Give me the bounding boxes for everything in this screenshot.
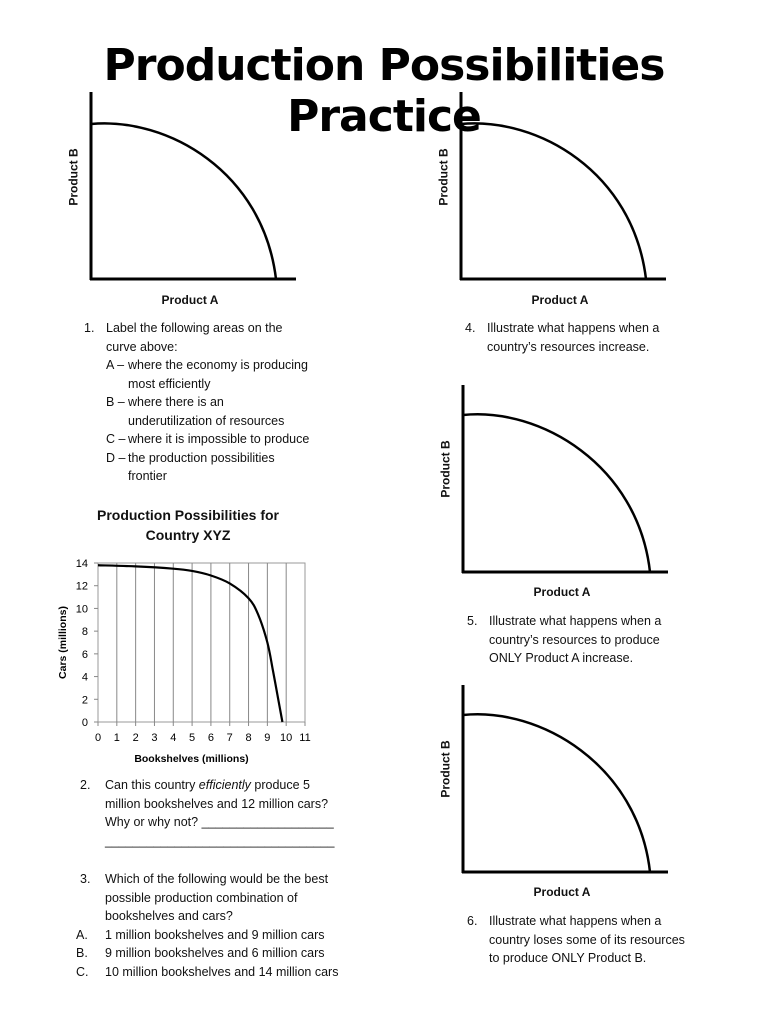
answer-blank[interactable]: _________________________________ <box>105 833 335 848</box>
question-number: 2. <box>80 778 91 792</box>
ppf-curve-graph <box>458 92 678 282</box>
question-text: ONLY Product A increase. <box>489 651 634 665</box>
question-text: possible production combination of <box>105 890 298 905</box>
option-c[interactable]: C. 10 million bookshelves and 14 million cars <box>76 964 339 979</box>
ppf-curve-graph <box>460 685 680 875</box>
question-number: 5. <box>467 614 478 628</box>
ppf-curve-graph <box>88 92 308 282</box>
x-tick-label: 3 <box>151 732 158 744</box>
option-b[interactable]: B. 9 million bookshelves and 6 million cars <box>76 946 325 960</box>
question-text: to produce ONLY Product B. <box>489 951 647 965</box>
question-text: Illustrate what happens when a <box>489 614 662 628</box>
x-tick-label: 11 <box>299 732 311 744</box>
y-tick-label: 14 <box>75 558 88 570</box>
y-tick-label: 6 <box>81 648 88 661</box>
page-title: Production Possibilities Practice <box>103 40 665 142</box>
question-text: Which of the following would be the best <box>105 872 329 886</box>
y-tick-label: 12 <box>75 580 88 593</box>
x-axis-label: Product A <box>533 885 591 899</box>
question-text: million bookshelves and 12 million cars? <box>105 796 329 811</box>
question-text: Illustrate what happens when a <box>489 914 662 928</box>
x-tick-label: 10 <box>280 732 293 744</box>
question-text: country’s resources increase. <box>487 339 650 354</box>
question-text: Label the following areas on the <box>106 321 283 335</box>
ppf-graph-1 <box>88 92 308 282</box>
question-number: 3. <box>80 872 91 886</box>
chart-title: Production Possibilities for Country XYZ <box>96 507 280 543</box>
y-axis-label: Product B <box>438 440 453 498</box>
question-number: 1. <box>84 321 95 335</box>
y-axis-label: Product B <box>66 148 81 206</box>
y-tick-label: 10 <box>75 603 88 616</box>
x-tick-label: 0 <box>94 732 102 744</box>
x-tick-label: 6 <box>207 732 214 744</box>
ppf-line-chart <box>50 555 330 770</box>
label-item-a: A – where the economy is producing <box>106 358 308 372</box>
x-axis-label: Product A <box>161 293 219 307</box>
question-text: country’s resources to produce <box>489 632 660 647</box>
x-tick-label: 8 <box>245 732 252 744</box>
series-line-0 <box>98 565 282 722</box>
label-item-c: C – where it is impossible to produce <box>106 432 310 446</box>
question-text: curve above: <box>106 339 178 354</box>
question-number: 6. <box>467 914 478 928</box>
x-axis-label: Product A <box>531 293 589 307</box>
ppf-curve-graph <box>460 385 680 575</box>
question-text: bookshelves and cars? <box>105 909 233 923</box>
x-tick-label: 7 <box>226 732 233 744</box>
label-item-b: B – where there is an <box>106 395 224 409</box>
label-item-d: D – the production possibilities <box>106 450 275 465</box>
y-axis-label: Product B <box>436 148 451 206</box>
ppf-graph-5 <box>460 385 680 575</box>
question-text: Why or why not? ___________________ <box>105 815 334 829</box>
x-tick-label: 9 <box>264 732 271 744</box>
x-tick-label: 5 <box>189 732 196 744</box>
label-item-a-cont: most efficiently <box>128 376 211 391</box>
y-tick-label: 0 <box>81 717 88 729</box>
y-tick-label: 4 <box>81 671 88 684</box>
y-axis-title: Cars (millions) <box>57 606 69 679</box>
x-tick-label: 1 <box>113 732 120 744</box>
question-text: country loses some of its resources <box>489 932 685 947</box>
question-text: Illustrate what happens when a <box>487 321 660 335</box>
ppf-graph-4 <box>458 92 678 282</box>
option-a[interactable]: A. 1 million bookshelves and 9 million cars <box>76 927 325 942</box>
label-item-b-cont: underutilization of resources <box>128 413 285 428</box>
x-tick-label: 4 <box>170 732 177 744</box>
plot-area <box>98 563 305 722</box>
x-tick-label: 2 <box>132 732 139 744</box>
question-text: Can this country efficiently produce 5 <box>105 778 310 792</box>
y-axis-label: Product B <box>438 740 453 798</box>
y-tick-label: 2 <box>81 694 88 707</box>
x-axis-label: Product A <box>533 585 591 599</box>
x-axis-title: Bookshelves (millions) <box>134 753 249 765</box>
y-tick-label: 8 <box>81 626 88 639</box>
label-item-d-cont: frontier <box>128 469 167 483</box>
question-number: 4. <box>465 321 476 335</box>
ppf-graph-6 <box>460 685 680 875</box>
